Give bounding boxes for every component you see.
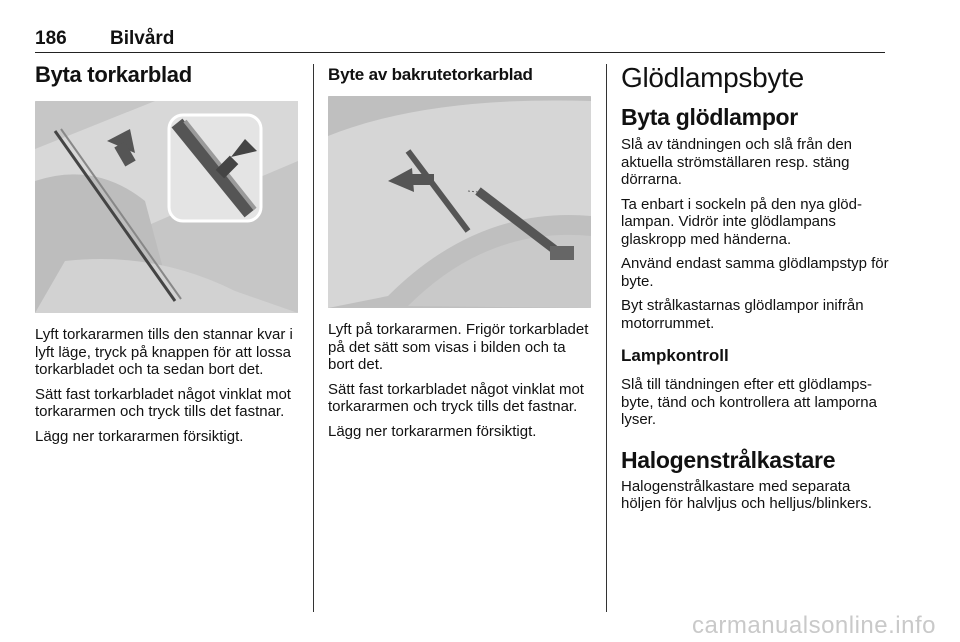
heading-bakrutetorkarblad: Byte av bakrutetorkarblad bbox=[328, 65, 533, 84]
paragraph: Byt strålkastarnas glödlampor inifrån motorrummet. bbox=[621, 297, 864, 332]
chapter-title: Bilvård bbox=[110, 28, 175, 49]
paragraph: Lägg ner torkararmen försiktigt. bbox=[35, 427, 244, 445]
column-rear-wiper bbox=[328, 62, 593, 447]
column-bulb-change bbox=[621, 62, 889, 520]
column-divider-1 bbox=[313, 64, 314, 612]
column-wiper-blade bbox=[35, 62, 300, 452]
column-divider-2 bbox=[606, 64, 607, 612]
page-number: 186 bbox=[35, 28, 67, 49]
paragraph: Lyft på torkararmen. Frigör torkarbladet på det sätt som visas i bilden och ta bort det. bbox=[328, 321, 589, 373]
heading-halogenstralkastare: Halogenstrålkastare bbox=[621, 446, 836, 473]
heading-lampkontroll: Lampkontroll bbox=[621, 346, 729, 365]
paragraph: Lyft torkararmen tills den stannar kvar i lyft läge, tryck på knappen för att lossa torkarbladet och ta sedan bort det. bbox=[35, 326, 293, 378]
paragraph: Slå av tändningen och slå från den aktuella strömställaren resp. stäng dörrarna. bbox=[621, 136, 852, 188]
heading-byta-torkarblad: Byta torkarblad bbox=[35, 62, 192, 87]
watermark: carmanualsonline.info bbox=[692, 612, 936, 639]
wiper-blade-illustration bbox=[35, 101, 298, 313]
page-header bbox=[35, 26, 885, 53]
paragraph: Sätt fast torkarbladet något vinklat mot torkararmen och tryck tills det fastnar. bbox=[328, 380, 584, 415]
paragraph: Använd endast samma glödlampstyp för byte. bbox=[621, 255, 889, 290]
heading-glodlampsbyte: Glödlampsbyte bbox=[621, 62, 804, 93]
rear-wiper-illustration bbox=[328, 96, 591, 308]
paragraph: Slå till tändningen efter ett glödlampsbyte, tänd och kontrollera att lamporna lyser. bbox=[621, 376, 877, 428]
paragraph: Lägg ner torkararmen försiktigt. bbox=[328, 422, 537, 440]
paragraph: Ta enbart i sockeln på den nya glödlampan. Vidrör inte glödlampans glaskropp med händerna. bbox=[621, 195, 862, 248]
paragraph: Halogenstrålkastare med separata höljen för halvljus och helljus/blinkers. bbox=[621, 477, 872, 512]
heading-byta-glodlampor: Byta glödlampor bbox=[621, 104, 798, 130]
paragraph: Sätt fast torkarbladet något vinklat mot torkararmen och tryck tills det fastnar. bbox=[35, 385, 291, 420]
